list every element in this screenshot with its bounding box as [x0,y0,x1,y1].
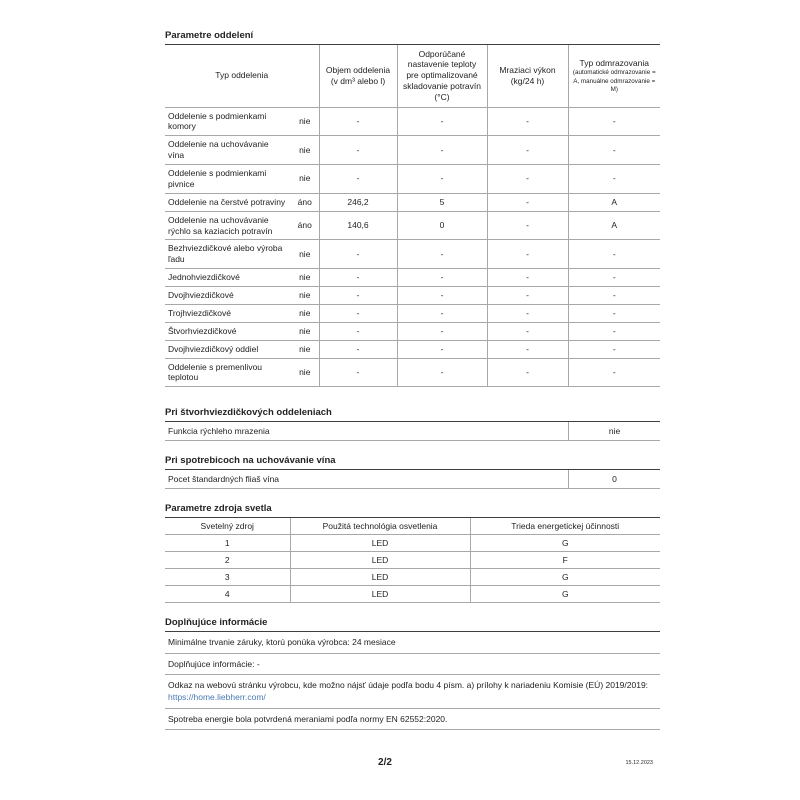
table-row [165,340,660,358]
compartment-volume: - [319,358,397,387]
compartment-name: Štvorhviezdičkové [165,322,291,340]
compartment-defrost: - [568,340,660,358]
col-header-temperature: Odporúčané nastavenie teploty pre optimalizované skladovanie potravín (°C) [397,45,487,107]
additional-info-section-title: Doplňujúce informácie [165,617,660,632]
table-row [165,304,660,322]
compartment-temperature: - [397,340,487,358]
light-source-energy-class: F [470,552,660,569]
col-header-technology: Použitá technológia osvetlenia [290,518,470,535]
compartment-present: nie [291,165,319,194]
compartment-volume: - [319,269,397,287]
compartment-present: áno [291,211,319,240]
four-star-section-title: Pri štvorhviezdičkových oddeleniach [165,407,660,422]
compartment-volume: 246,2 [319,193,397,211]
compartment-freezing: - [487,193,568,211]
extra-info: Doplňujúce informácie: - [165,654,660,675]
light-source-technology: LED [290,586,470,603]
website-info-text: Odkaz na webovú stránku výrobcu, kde možno nájsť údaje podľa bodu 4 písm. a) prílohy k nariadeniu Komisie (EÚ) 2019/2019: [168,679,649,690]
table-row [165,586,660,603]
compartment-name: Bezhviezdičkové alebo výroba ľadu [165,240,291,269]
col-header-light-source: Svetelný zdroj [165,518,290,535]
compartment-present: nie [291,107,319,136]
table-row [165,193,660,211]
light-sources-header-row [165,518,660,535]
compartment-freezing: - [487,340,568,358]
table-row [165,535,660,552]
compartment-name: Oddelenie na uchovávanie rýchlo sa kaziacich potravín [165,211,291,240]
compartment-present: nie [291,269,319,287]
table-row [165,165,660,194]
table-row [165,211,660,240]
compartment-freezing: - [487,287,568,305]
compartment-volume: - [319,136,397,165]
compartment-name: Dvojhviezdičkové [165,287,291,305]
compartment-volume: - [319,287,397,305]
compartment-temperature: - [397,107,487,136]
compartment-temperature: 0 [397,211,487,240]
compartment-present: nie [291,358,319,387]
light-source-technology: LED [290,535,470,552]
col-header-type: Typ oddelenia [165,45,319,107]
table-row [165,107,660,136]
compartment-defrost: - [568,358,660,387]
compartment-defrost: - [568,304,660,322]
compartment-name: Oddelenie s podmienkami komory [165,107,291,136]
compartment-name: Trojhviezdičkové [165,304,291,322]
table-row [165,269,660,287]
table-row [165,322,660,340]
compartment-defrost: - [568,269,660,287]
four-star-row [165,422,660,441]
wine-bottles-label: Pocet štandardných fliaš vína [168,474,280,485]
table-row [165,287,660,305]
compartment-name: Oddelenie na čerstvé potraviny [165,193,291,211]
compartment-freezing: - [487,322,568,340]
wine-row [165,470,660,489]
light-source-energy-class: G [470,535,660,552]
compartment-freezing: - [487,136,568,165]
compartment-defrost: - [568,136,660,165]
light-source-energy-class: G [470,586,660,603]
compartment-present: áno [291,193,319,211]
wine-section-title: Pri spotrebicoch na uchovávanie vína [165,455,660,470]
compartment-freezing: - [487,211,568,240]
compartments-header-row [165,45,660,107]
warranty-info: Minimálne trvanie záruky, ktorú ponúka výrobca: 24 mesiace [165,632,660,653]
compartment-defrost: A [568,193,660,211]
compartment-temperature: - [397,269,487,287]
compartment-defrost: - [568,165,660,194]
light-source-technology: LED [290,569,470,586]
light-sources-section-title: Parametre zdroja svetla [165,503,660,518]
light-source-number: 4 [165,586,290,603]
compartment-freezing: - [487,165,568,194]
table-row [165,240,660,269]
compartment-defrost: - [568,240,660,269]
light-source-number: 1 [165,535,290,552]
compartment-defrost: - [568,287,660,305]
compartment-present: nie [291,304,319,322]
page-number: 2/2 [378,757,392,768]
compartment-freezing: - [487,358,568,387]
energy-standard-info: Spotreba energie bola potvrdená meraniami podľa normy EN 62552:2020. [165,709,660,730]
compartment-temperature: - [397,165,487,194]
table-row [165,358,660,387]
table-row [165,552,660,569]
compartment-volume: - [319,240,397,269]
compartment-temperature: 5 [397,193,487,211]
compartment-name: Oddelenie s podmienkami pivnice [165,165,291,194]
compartment-name: Jednohviezdičkové [165,269,291,287]
col-header-defrost-label: Typ odmrazovania [579,57,649,68]
compartment-volume: 140,6 [319,211,397,240]
compartment-present: nie [291,240,319,269]
wine-bottles-value: 0 [568,470,660,488]
compartment-temperature: - [397,136,487,165]
compartment-freezing: - [487,269,568,287]
compartment-defrost: - [568,107,660,136]
compartment-temperature: - [397,287,487,305]
compartment-volume: - [319,340,397,358]
compartment-defrost: A [568,211,660,240]
compartment-present: nie [291,322,319,340]
compartment-present: nie [291,136,319,165]
compartment-volume: - [319,322,397,340]
col-header-defrost [568,45,660,107]
col-header-volume: Objem oddelenia (v dm³ alebo l) [319,45,397,107]
light-source-number: 2 [165,552,290,569]
fast-freeze-label: Funkcia rýchleho mrazenia [168,426,270,437]
light-source-energy-class: G [470,569,660,586]
compartment-name: Oddelenie na uchovávanie vína [165,136,291,165]
col-header-defrost-note: (automatické odmrazovanie = A, manuálne odmrazovanie = M) [572,69,656,93]
website-info [165,675,660,709]
compartment-volume: - [319,107,397,136]
compartment-present: nie [291,287,319,305]
page-content [165,30,660,730]
compartment-temperature: - [397,304,487,322]
compartments-table [165,45,660,387]
compartment-freezing: - [487,240,568,269]
compartment-defrost: - [568,322,660,340]
compartment-temperature: - [397,358,487,387]
manufacturer-website-link[interactable]: https://home.liebherr.com/ [168,692,266,703]
compartment-freezing: - [487,107,568,136]
table-row [165,136,660,165]
light-source-technology: LED [290,552,470,569]
compartment-volume: - [319,165,397,194]
compartment-freezing: - [487,304,568,322]
document-date: 15.12.2023 [625,760,653,766]
compartment-present: nie [291,340,319,358]
compartment-name: Oddelenie s premenlivou teplotou [165,358,291,387]
compartment-temperature: - [397,240,487,269]
compartment-name: Dvojhviezdičkový oddiel [165,340,291,358]
col-header-energy-class: Trieda energetickej účinnosti [470,518,660,535]
compartments-section-title: Parametre oddelení [165,30,660,45]
light-sources-table [165,518,660,603]
col-header-freezing: Mraziaci výkon (kg/24 h) [487,45,568,107]
compartment-volume: - [319,304,397,322]
fast-freeze-value: nie [568,422,660,440]
light-source-number: 3 [165,569,290,586]
compartment-temperature: - [397,322,487,340]
table-row [165,569,660,586]
